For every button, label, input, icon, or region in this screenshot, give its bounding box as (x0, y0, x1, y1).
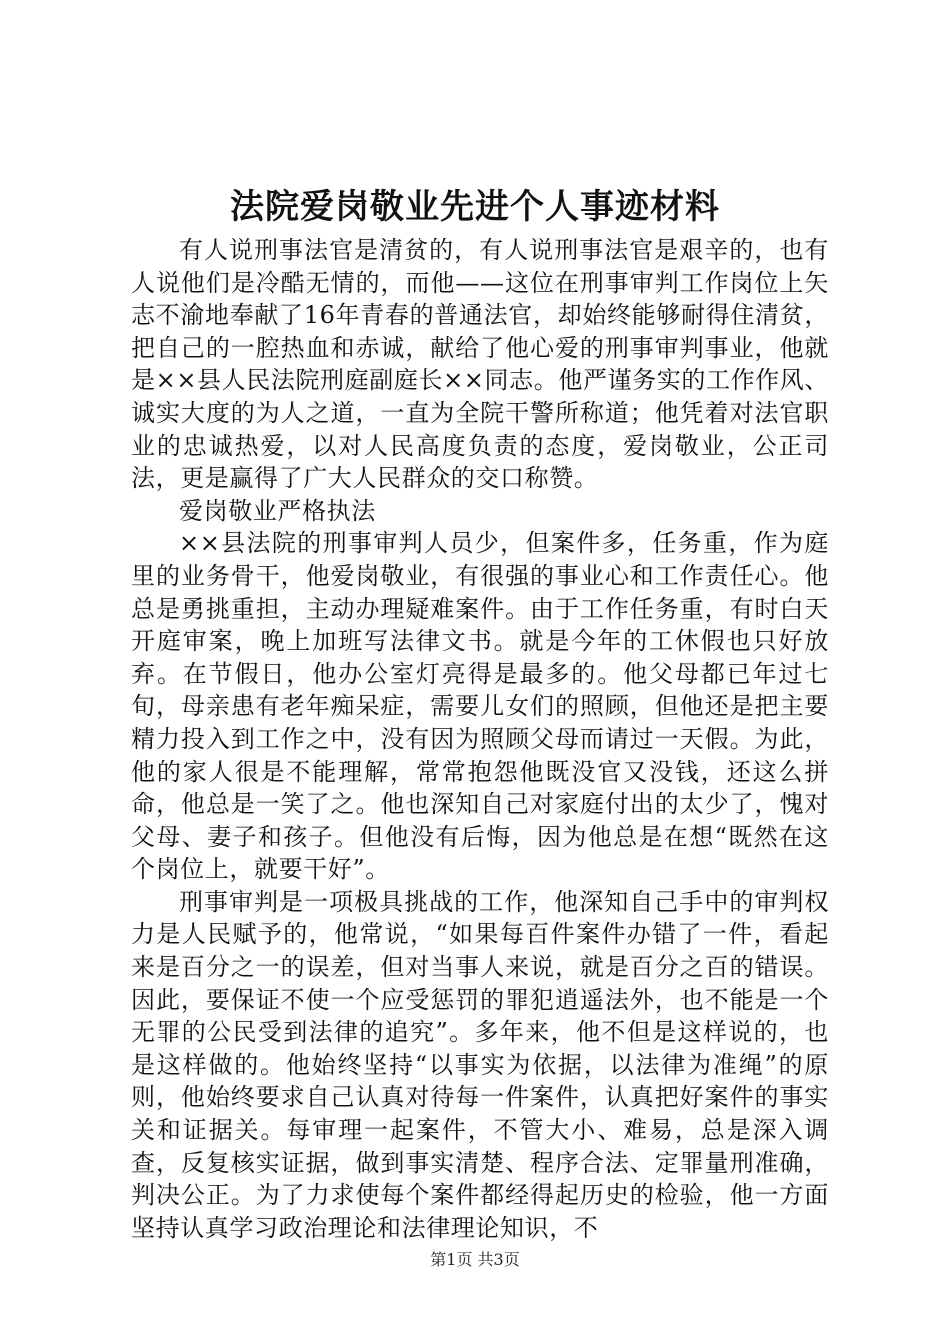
page-title: 法院爱岗敬业先进个人事迹材料 (230, 187, 720, 227)
paragraph-dedication: ××县法院的刑事审判人员少，但案件多，任务重，作为庭里的业务骨干，他爱岗敬业，有很强的事业心和工作责任心。他总是勇挑重担，主动办理疑难案件。由于工作任务重，有时白天开庭审案，晚上加班写法律文书。就是今年的工休假也只好放弃。在节假日，他办公室灯亮得是最多的。他父母都已年过七旬，母亲患有老年痴呆症，需要儿女们的照顾，但他还是把主要精力投入到工作之中，没有因为照顾父母而请过一天假。为此，他的家人很是不能理解，常常抱怨他既没官又没钱，还这么拼命，他总是一笑了之。他也深知自己对家庭付出的太少了，愧对父母、妻子和孩子。但他没有后悔，因为他总是在想“既然在这个岗位上，就要干好”。 (131, 529, 829, 884)
page-number-footer: 第1页 共3页 (430, 1250, 520, 1269)
section-heading: 爱岗敬业严格执法 (179, 496, 376, 525)
paragraph-criminal-trial: 刑事审判是一项极具挑战的工作，他深知自己手中的审判权力是人民赋予的，他常说，“如果每百件案件办错了一件，看起来是百分之一的误差，但对当事人来说，就是百分之百的错误。因此，要保证不使一个应受惩罚的罪犯逍遥法外，也不能是一个无罪的公民受到法律的追究”。多年来，他不但是这样说的，也是这样做的。他始终坚持“以事实为依据，以法律为准绳”的原则，他始终要求自己认真对待每一件案件，认真把好案件的事实关和证据关。每审理一起案件，不管大小、难易，总是深入调查，反复核实证据，做到事实清楚、程序合法、定罪量刑准确，判决公正。为了力求使每个案件都经得起历史的检验，他一方面坚持认真学习政治理论和法律理论知识，不 (131, 887, 829, 1242)
document-body (131, 234, 829, 1244)
paragraph-intro: 有人说刑事法官是清贫的，有人说刑事法官是艰辛的，也有人说他们是冷酷无情的，而他——这位在刑事审判工作岗位上矢志不渝地奉献了16年青春的普通法官，却始终能够耐得住清贫，把自己的一腔热血和赤诚，献给了他心爱的刑事审判事业，他就是××县人民法院刑庭副庭长××同志。他严谨务实的工作作风、诚实大度的为人之道，一直为全院干警所称道；他凭着对法官职业的忠诚热爱，以对人民高度负责的态度，爱岗敬业，公正司法，更是赢得了广大人民群众的交口称赞。 (131, 236, 829, 493)
